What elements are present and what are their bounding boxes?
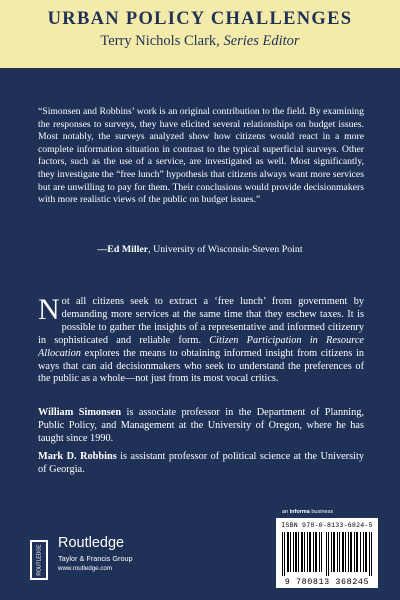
- publisher-website: www.routledge.com: [58, 565, 112, 572]
- endorsement-quote: “Simonsen and Robbins’ work is an original contribution to the field. By examining the responses to surveys, they have elicited several relationships on budget issues. Most notably, the surveys analyzed show how citizens would react in a more complete information situation in contrast to the typical superficial surveys. Other factors, such as the use of a service, are investigated as well. Most significantly, they investigate the “free lunch” hypothesis that citizens always want more services but are unwilling to pay for them. Their conclusions would provide decisionmakers with more realistic views of the public on budget issues.”: [38, 106, 364, 206]
- informa-business-tag: [282, 509, 333, 515]
- barcode-bars: [282, 532, 372, 576]
- author-name: William Simonsen: [38, 407, 122, 418]
- publisher-group: Taylor & Francis Group: [58, 554, 133, 563]
- author-bio-simonsen: [38, 407, 364, 446]
- routledge-logo-icon: [30, 540, 48, 580]
- quote-attribution: [0, 244, 400, 255]
- series-title: URBAN POLICY CHALLENGES: [47, 9, 353, 29]
- book-title: Citizen Participation in Resource Allocation: [38, 334, 364, 359]
- isbn-barcode: [276, 518, 378, 588]
- quote-author: —Ed Miller: [97, 244, 149, 255]
- series-band: [0, 0, 400, 68]
- description-part1: ot all citizens seek to extract a ‘free lunch’ from government by demanding more services at the same time that they eschew taxes. It is possible to gather the insights of a representative and informed citizenry in sophisticated and reliable form.: [38, 296, 364, 346]
- informa-brand: informa: [289, 509, 310, 515]
- logo-vertical-text: ROUTLEDGE: [36, 544, 43, 576]
- book-description: [38, 293, 364, 386]
- description-part2: explores the means to obtaining informed insight from citizens in ways that can aid decisionmakers who seek to understand the preferences of the public as a whole—not just from its most vocal critics.: [38, 347, 364, 385]
- author-bio-text: is assistant professor of political science at the University of Georgia.: [38, 451, 364, 475]
- editor-name: Terry Nichols Clark,: [100, 33, 220, 49]
- quote-affiliation: , University of Wisconsin-Steven Point: [148, 244, 303, 255]
- informa-suffix: business: [309, 509, 334, 515]
- editor-role: Series Editor: [223, 33, 300, 49]
- author-name: Mark D. Robbins: [38, 451, 117, 462]
- drop-cap: N: [38, 293, 60, 326]
- author-bio-text: is associate professor in the Department of Planning, Public Policy, and Management at the University of Oregon, where he has taught since 1990.: [38, 407, 364, 444]
- author-bio-robbins: [38, 451, 364, 477]
- informa-prefix: an: [282, 509, 290, 515]
- series-editor: [0, 33, 400, 50]
- publisher-name: Routledge: [58, 535, 125, 551]
- barcode-digits: 9 780813 368245: [284, 577, 370, 587]
- isbn-label: ISBN 978-0-8133-6824-5: [281, 522, 373, 529]
